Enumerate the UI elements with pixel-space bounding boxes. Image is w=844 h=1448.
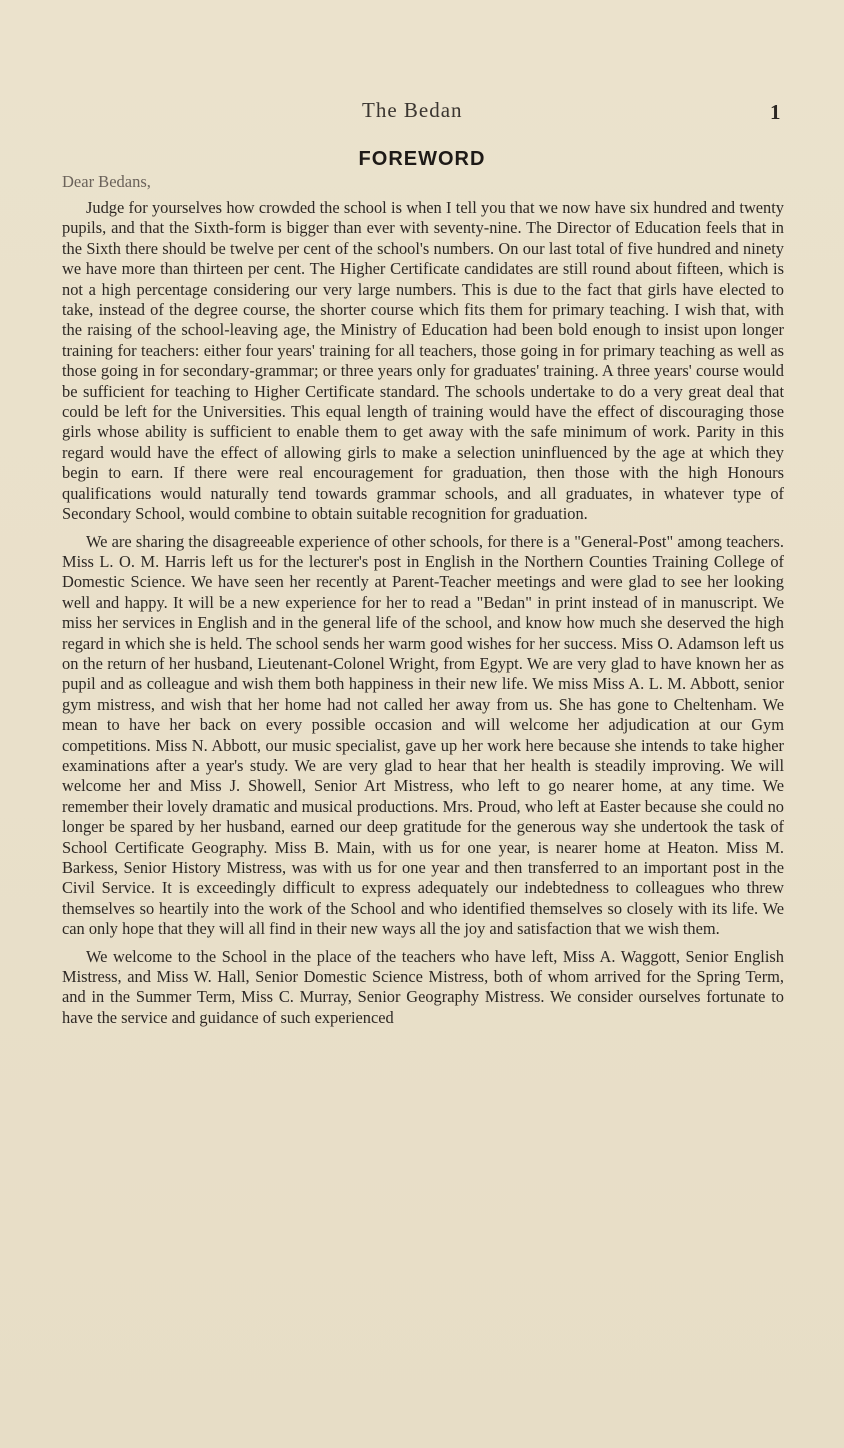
page-number: 1: [770, 100, 781, 124]
paragraph: We welcome to the School in the place of the teachers who have left, Miss A. Waggott, Senior English Mistress, and Miss W. Hall, Senior Domestic Science Mistress, both of whom arrived for the Spring Term, and in the Summer Term, Miss C. Murray, Senior Geography Mistress. We consider ourselves fortunate to have the service and guidance of such experienced: [62, 946, 784, 1027]
running-head: [0, 98, 844, 128]
paragraph: We are sharing the disagreeable experience of other schools, for there is a "General-Post" among teachers. Miss L. O. M. Harris left us for the lecturer's post in English in the Northern Counties Training College of Domestic Science. We have seen her recently at Parent-Teacher meetings and were glad to see her looking well and happy. It will be a new experience for her to read a "Bedan" in print instead of in manuscript. We miss her services in English and in the general life of the school, and know how much she deserved the high regard in which she is held. The school sends her warm good wishes for her success. Miss O. Adamson left us on the return of her husband, Lieutenant-Colonel Wright, from Egypt. We are very glad to have known her as pupil and as colleague and wish them both happiness in their new life. We miss Miss A. L. M. Abbott, senior gym mistress, and wish that her home had not called her away from us. She has gone to Cheltenham. We mean to have her back on every possible occasion and will welcome her adjudication at our Gym competitions. Miss N. Abbott, our music specialist, gave up her work here because she intends to take higher examinations after a year's study. We are very glad to hear that her health is steadily improving. We will welcome her and Miss J. Showell, Senior Art Mistress, who left to go nearer home, at any time. We remember their lovely dramatic and musical productions. Mrs. Proud, who left at Easter because she could no longer be spared by her husband, earned our deep gratitude for the generous way she undertook the task of School Certificate Geography. Miss B. Main, with us for one year, is nearer home at Heaton. Miss M. Barkess, Senior History Mistress, was with us for one year and then transferred to an important post in the Civil Service. It is exceedingly difficult to express adequately our indebtedness to colleagues who threw themselves so heartily into the work of the School and who identified themselves so closely with its life. We can only hope that they will all find in their new ways all the joy and satisfaction that we wish them.: [62, 531, 784, 939]
article-title: FOREWORD: [358, 148, 486, 170]
paragraph: Judge for yourselves how crowded the school is when I tell you that we now have six hundred and twenty pupils, and that the Sixth-form is bigger than ever with seventy-nine. The Director of Education feels that in the Sixth there should be twelve per cent of the school's numbers. On our last total of five hundred and ninety we have more than thirteen per cent. The Higher Certificate candidates are still round about fifteen, which is not a high percentage considering our very large numbers. This is due to the fact that girls have elected to take, instead of the degree course, the shorter course which fits them for primary teaching. I wish that, with the raising of the school-leaving age, the Ministry of Education had been bold enough to insist upon longer training for teachers: either four years' training for all teachers, those going in for primary teaching as well as those going in for secondary-grammar; or three years only for graduates' training. A three years' course would be sufficient for teaching to Higher Certificate standard. The schools undertake to do a very great deal that could be left for the Universities. This equal length of training would have the effect of discouraging those girls whose ability is sufficient to enable them to get away with the safe minimum of work. Parity in this regard would have the effect of allowing girls to make a selection uninfluenced by the age at which they begin to earn. If there were real encouragement for graduation, then those with the high Honours qualifications would naturally tend towards grammar schools, and all graduates, in whatever type of Secondary School, would combine to obtain suitable recognition for graduation.: [62, 198, 784, 524]
salutation: Dear Bedans,: [62, 172, 151, 191]
article-body: [62, 198, 784, 1035]
running-title: The Bedan: [362, 98, 463, 122]
